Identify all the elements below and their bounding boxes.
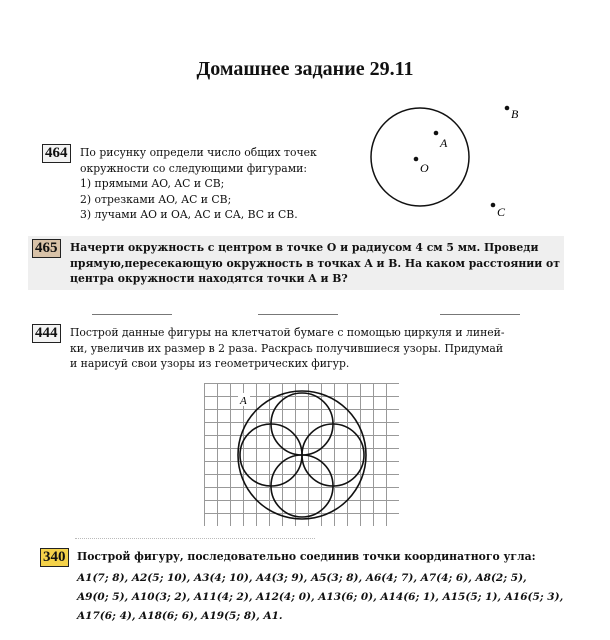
task-464-line: 3) лучами AO и OA, AC и CA, BC и CB. bbox=[80, 208, 298, 221]
task-465-text bbox=[70, 240, 565, 287]
task-464-figure bbox=[360, 95, 540, 225]
top-circle bbox=[271, 393, 333, 455]
label-o: O bbox=[420, 161, 429, 175]
task-464-line: окружности со следующими фигурами: bbox=[80, 161, 307, 175]
point-o bbox=[414, 157, 419, 162]
task-464-line: 2) отрезками AO, AC и CB; bbox=[80, 192, 232, 206]
right-circle bbox=[302, 424, 364, 486]
task-465-line: прямую,пересекающую окружность в точках A и B. На каком расстоянии от bbox=[70, 256, 560, 270]
task-465-number: 465 bbox=[32, 239, 61, 258]
task-464-line: 1) прямыми AO, AC и CB; bbox=[80, 177, 225, 190]
task-340-instruction: Построй фигуру, последовательно соединив точки координатного угла: bbox=[77, 550, 536, 563]
points-line: A1(7; 8), A2(5; 10), A3(4; 10), A4(3; 9), A5(3; 8), A6(4; 7), A7(4; 6), A8(2; 5), bbox=[77, 572, 527, 584]
separator-line bbox=[440, 314, 520, 315]
task-444-line: Построй данные фигуры на клетчатой бумаге с помощью циркуля и линей- bbox=[70, 326, 505, 339]
label-b: B bbox=[511, 107, 519, 121]
point-c bbox=[491, 203, 496, 208]
circle bbox=[371, 108, 469, 206]
task-444-line: и нарисуй свои узоры из геометрических фигур. bbox=[70, 357, 350, 370]
label-c: C bbox=[497, 205, 506, 219]
task-340-number: 340 bbox=[40, 548, 69, 567]
bottom-circle bbox=[271, 455, 333, 517]
points-line: A17(6; 4), A18(6; 6), A19(5; 8), A1. bbox=[77, 610, 283, 622]
point-a bbox=[434, 131, 439, 136]
page-title: Домашнее задание 29.11 bbox=[196, 58, 414, 80]
task-444-line: ки, увеличив их размер в 2 раза. Раскрась получившиеся узоры. Придумай bbox=[70, 341, 504, 355]
task-340-points bbox=[77, 569, 577, 626]
separator-line bbox=[258, 314, 338, 315]
separator-line bbox=[92, 314, 172, 315]
task-464-line: По рисунку определи число общих точек bbox=[80, 146, 317, 159]
task-465-line: центра окружности находятся точки A и B? bbox=[70, 272, 348, 285]
left-circle bbox=[240, 424, 302, 486]
points-line: A9(0; 5), A10(3; 2), A11(4; 2), A12(4; 0), A13(6; 0), A14(6; 1), A15(5; 1), A16(5; 3), bbox=[77, 591, 564, 603]
task-465-line: Начерти окружность с центром в точке O и радиусом 4 см 5 мм. Проведи bbox=[70, 241, 539, 254]
label-a: A bbox=[440, 136, 448, 150]
task-464-text bbox=[80, 145, 370, 223]
task-464-number: 464 bbox=[42, 144, 71, 163]
point-b bbox=[505, 106, 510, 111]
fragment-line bbox=[75, 538, 315, 539]
task-444-number: 444 bbox=[32, 324, 61, 343]
circle-pattern bbox=[204, 383, 400, 527]
grid-label-a: A bbox=[240, 395, 247, 407]
task-444-text bbox=[70, 325, 570, 372]
